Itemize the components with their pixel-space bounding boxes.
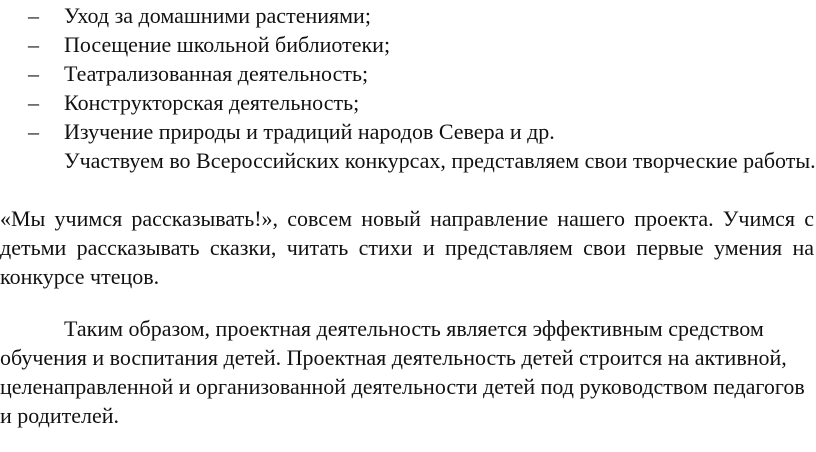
dash-bullet: –: [28, 90, 39, 115]
list-item-text: Посещение школьной библиотеки;: [64, 32, 391, 57]
list-item: [0, 1, 816, 30]
dash-bullet: –: [28, 119, 39, 144]
list-item-text: Уход за домашними растениями;: [64, 3, 371, 28]
dash-bullet: –: [28, 3, 39, 28]
dash-bullet: –: [28, 61, 39, 86]
list-item: [0, 117, 816, 146]
list-item: [0, 59, 816, 88]
participation-paragraph: Участвуем во Всероссийских конкурсах, представляем свои творческие работы.: [64, 148, 816, 173]
activity-list-container: [0, 1, 816, 146]
list-item-text: Конструкторская деятельность;: [64, 90, 360, 115]
dash-bullet: –: [28, 32, 39, 57]
list-item-text: Театрализованная деятельность;: [64, 61, 369, 86]
storytelling-paragraph: «Мы учимся рассказывать!», совсем новый направление нашего проекта. Учимся с детьми рассказывать сказки, читать стихи и представляем свои первые умения на конкурсе чтецов.: [0, 206, 814, 289]
list-item: [0, 30, 816, 59]
conclusion-paragraph: Таким образом, проектная деятельность является эффективным средством обучения и воспитания детей. Проектная деятельность детей строится на активной, целенаправленной и организованной деятельности детей под руководством педагогов и родителей.: [0, 316, 805, 428]
list-item: [0, 88, 816, 117]
activity-list: [0, 1, 816, 146]
list-item-text: Изучение природы и традиций народов Севера и др.: [64, 119, 555, 144]
